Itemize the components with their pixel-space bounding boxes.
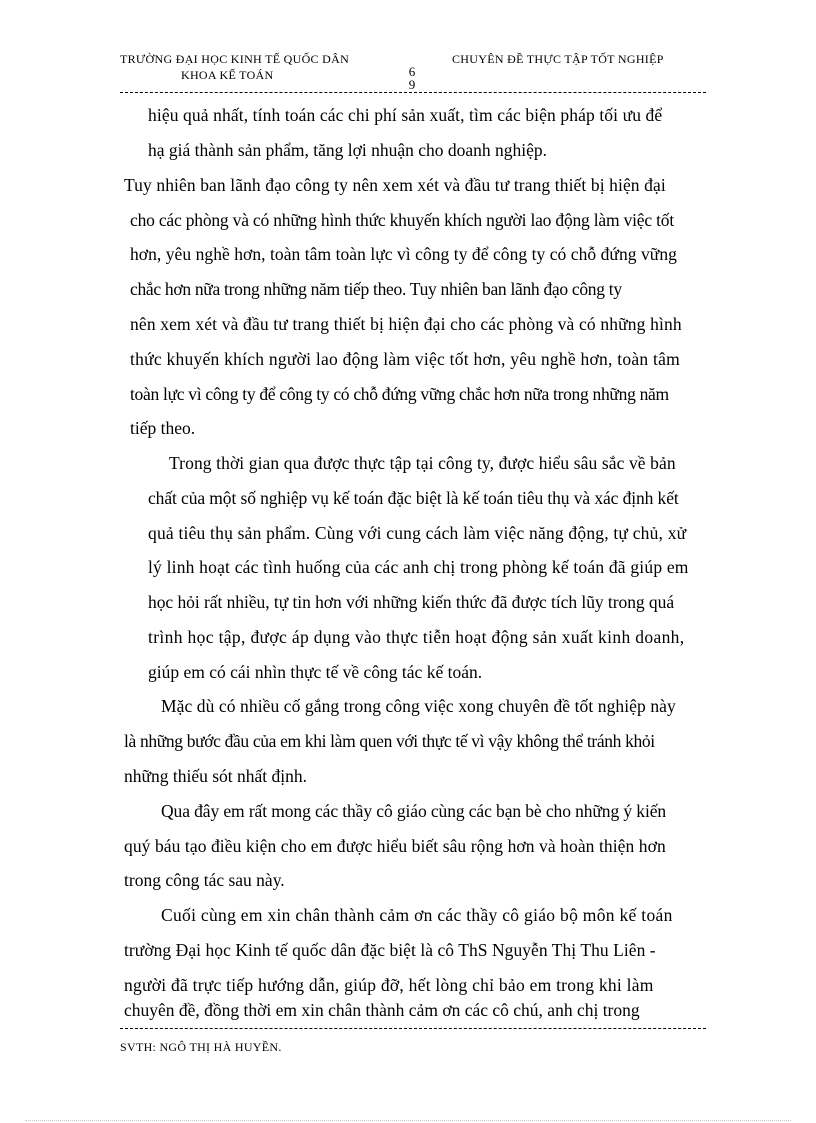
text-line: hiệu quả nhất, tính toán các chi phí sản xuất, tìm các biện pháp tối ưu để [148,105,663,125]
text-line: Cuối cùng em xin chân thành cảm ơn các thầy cô giáo bộ môn kế toán [161,905,673,925]
text-line: chắc hơn nữa trong những năm tiếp theo. Tuy nhiên ban lãnh đạo công ty [130,279,622,299]
footer-divider [120,1028,706,1029]
faculty-name: KHOA KẾ TOÁN [181,68,274,82]
document-title: CHUYÊN ĐỀ THỰC TẬP TỐT NGHIỆP [452,52,664,66]
text-line: người đã trực tiếp hướng dẫn, giúp đỡ, hết lòng chỉ bảo em trong khi làm [124,975,654,995]
text-line: trường Đại học Kinh tế quốc dân đặc biệt là cô ThS Nguyễn Thị Thu Liên - [124,940,656,960]
text-line: trong công tác sau này. [124,870,285,890]
page-edge [25,1120,791,1121]
text-line: toàn lực vì công ty để công ty có chỗ đứng vững chắc hơn nữa trong những năm [130,384,669,404]
text-line: học hỏi rất nhiều, tự tin hơn với những kiến thức đã được tích lũy trong quá [148,592,675,612]
text-line: Mặc dù có nhiều cố gắng trong công việc xong chuyên đề tốt nghiệp này [161,696,676,716]
text-line: những thiếu sót nhất định. [124,766,308,786]
text-line: lý linh hoạt các tình huống của các anh chị trong phòng kế toán đã giúp em [148,557,689,577]
text-line: tiếp theo. [130,418,196,438]
text-line: cho các phòng và có những hình thức khuyến khích người lao động làm việc tốt [130,210,674,230]
text-line: hạ giá thành sản phẩm, tăng lợi nhuận cho doanh nghiệp. [148,140,548,160]
page-number [407,65,417,91]
text-line: chuyên đề, đồng thời em xin chân thành cảm ơn các cô chú, anh chị trong [124,1000,640,1020]
text-line: nên xem xét và đầu tư trang thiết bị hiện đại cho các phòng và có những hình [130,314,682,334]
text-line: chất của một số nghiệp vụ kế toán đặc biệt là kế toán tiêu thụ và xác định kết [148,488,679,508]
page-number-line-2: 9 [408,77,416,92]
text-line: quý báu tạo điều kiện cho em được hiểu biết sâu rộng hơn và hoàn thiện hơn [124,836,666,856]
text-line: Trong thời gian qua được thực tập tại công ty, được hiểu sâu sắc về bản [169,453,676,473]
text-line: hơn, yêu nghề hơn, toàn tâm toàn lực vì công ty để công ty có chỗ đứng vững [130,244,677,264]
header-divider [120,92,706,93]
text-line: trình học tập, được áp dụng vào thực tiễn hoạt động sản xuất kinh doanh, [148,627,685,647]
text-line: quả tiêu thụ sản phẩm. Cùng với cung cách làm việc năng động, tự chủ, xử [148,523,687,543]
student-name: SVTH: NGÔ THỊ HÀ HUYỀN. [120,1040,282,1054]
text-line: là những bước đầu của em khi làm quen với thực tế vì vậy không thể tránh khỏi [124,731,655,751]
text-line: Qua đây em rất mong các thầy cô giáo cùng các bạn bè cho những ý kiến [161,801,667,821]
page-number-line-1: 6 [408,64,416,79]
school-name: TRƯỜNG ĐẠI HỌC KINH TẾ QUỐC DÂN [120,52,350,66]
text-line: thức khuyến khích người lao động làm việc tốt hơn, yêu nghề hơn, toàn tâm [130,349,681,369]
text-line: Tuy nhiên ban lãnh đạo công ty nên xem xét và đầu tư trang thiết bị hiện đại [124,175,666,195]
text-line: giúp em có cái nhìn thực tế về công tác kế toán. [148,662,483,682]
